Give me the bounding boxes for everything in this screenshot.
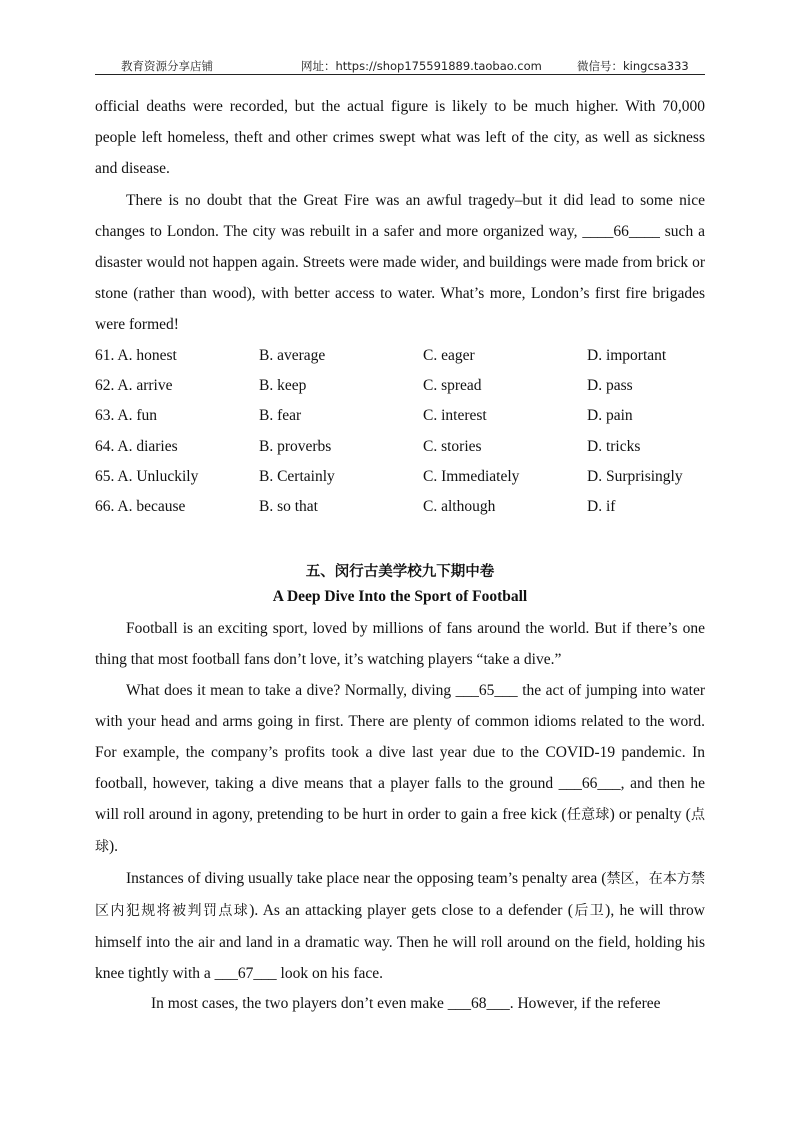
passage-paragraph-1 xyxy=(95,613,705,675)
header-url: 网址：https://shop175591889.taobao.com xyxy=(301,59,542,73)
option-b: B. average xyxy=(259,347,326,364)
option-b: B. proverbs xyxy=(259,437,332,455)
paragraph-deaths xyxy=(95,91,705,184)
option-a: 62. A. arrive xyxy=(95,377,173,395)
option-b: B. Certainly xyxy=(259,467,335,485)
passage-paragraph-2-text-a: What does it mean to take a dive? Normally, diving ___65___ the act of jumping into water with your head and arms going in first. There are plenty of common idioms related to the word. For example, the company’s profits took a dive last year due to the COVID-19 pandemic. In football, however, taking a dive means that a player falls to the ground ___66___, and then he will roll around in agony, pretending to be hurt in order to gain a free kick ( xyxy=(95,682,705,823)
option-d: D. Surprisingly xyxy=(587,467,683,485)
option-row xyxy=(95,341,705,371)
option-row xyxy=(95,371,705,401)
paragraph-tragedy-text: There is no doubt that the Great Fire was an awful tragedy–but it did lead to some nice changes to London. The city was rebuilt in a safer and more organized way, ____66____ such a disaster would not happen again. Streets were made wider, and buildings were made from brick or stone (rather than wood), with better access to water. What’s more, London’s first fire brigades were formed! xyxy=(95,192,705,333)
option-c: C. stories xyxy=(423,437,482,455)
passage-paragraph-2-text-b: ) or penalty ( xyxy=(609,806,691,823)
option-c: C. Immediately xyxy=(423,467,520,485)
option-d: D. important xyxy=(587,347,667,364)
passage-gloss-defender: 后卫 xyxy=(572,903,606,919)
option-d: D. pass xyxy=(587,377,633,395)
passage-paragraph-2 xyxy=(95,675,705,863)
option-a: 65. A. Unluckily xyxy=(95,467,199,485)
option-row xyxy=(95,401,705,431)
passage-gloss-penalty: 点球 xyxy=(95,807,706,855)
option-b: B. keep xyxy=(259,377,307,395)
option-c: C. although xyxy=(423,497,496,515)
passage-paragraph-2-text-c: ). xyxy=(109,838,119,855)
passage-paragraph-1-text: Football is an exciting sport, loved by millions of fans around the world. But if there’s one thing that most football fans don’t love, it’s watching players “take a dive.” xyxy=(95,620,705,668)
passage-gloss-penalty-area: 禁区，在本方禁区内犯规将被判罚点球 xyxy=(95,871,705,919)
option-a: 64. A. diaries xyxy=(95,437,178,455)
option-c: C. eager xyxy=(423,347,475,364)
paragraph-tragedy xyxy=(95,185,705,340)
options-table xyxy=(95,341,705,522)
passage-paragraph-4-text: In most cases, the two players don’t even make ___68___. However, if the referee xyxy=(151,995,661,1012)
option-a: 66. A. because xyxy=(95,497,186,515)
option-row xyxy=(95,432,705,462)
paragraph-deaths-text: official deaths were recorded, but the actual figure is likely to be much higher. With 70,000 people left homeless, theft and other crimes swept what was left of the city, as well as sickness and disease. xyxy=(95,98,705,177)
option-d: D. if xyxy=(587,497,616,515)
passage-paragraph-4 xyxy=(95,988,705,1019)
passage-paragraph-3-text-a: Instances of diving usually take place near the opposing team’s penalty area ( xyxy=(126,870,607,887)
page-header xyxy=(95,58,705,74)
option-d: D. pain xyxy=(587,407,633,425)
option-row xyxy=(95,462,705,492)
option-c: C. spread xyxy=(423,377,482,395)
option-row xyxy=(95,492,705,522)
passage-title: A Deep Dive Into the Sport of Football xyxy=(272,588,528,605)
header-wechat: 微信号：kingcsa333 xyxy=(577,59,689,73)
option-b: B. so that xyxy=(259,497,318,515)
passage-gloss-free-kick: 任意球 xyxy=(566,807,610,823)
header-rule xyxy=(95,74,705,75)
header-shop-name: 教育资源分享店铺 xyxy=(121,59,213,73)
option-c: C. interest xyxy=(423,407,487,425)
option-a: 63. A. fun xyxy=(95,407,157,425)
section-heading: 五、闵行古美学校九下期中卷 xyxy=(305,564,495,580)
option-a: 61. A. honest xyxy=(95,347,177,364)
option-b: B. fear xyxy=(259,407,302,425)
passage-paragraph-3 xyxy=(95,863,705,989)
option-d: D. tricks xyxy=(587,437,641,455)
passage-paragraph-3-text-c: ), he will throw himself into the air and land in a dramatic way. Then he will roll around on the field, holding his knee tightly with a ___67___ look on his face. xyxy=(95,902,705,982)
passage-paragraph-3-text-b: ). As an attacking player gets close to a defender ( xyxy=(249,902,573,919)
